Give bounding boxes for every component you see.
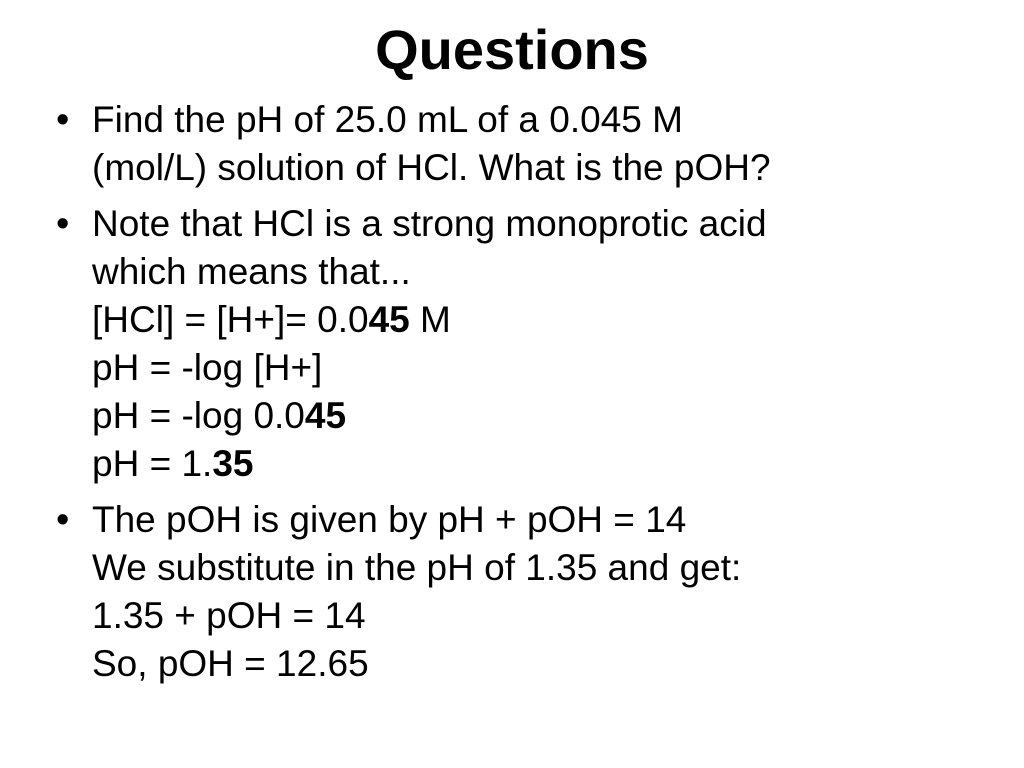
hcl-line-text: [HCl] = [H+]= 0.0 — [92, 299, 369, 340]
bullet-text-line: Note that HCl is a strong monoprotic acid — [92, 203, 767, 244]
result-line-bold-digits: 35 — [212, 443, 254, 484]
ph-formula-line: pH = -log [H+] — [92, 347, 323, 388]
hcl-line-unit: M — [409, 299, 451, 340]
hcl-concentration-line — [92, 296, 992, 344]
bullet-text-line: Find the pH of 25.0 mL of a 0.045 M — [92, 99, 683, 140]
log-line-bold-digits: 45 — [304, 395, 347, 436]
bullet-text-line: 1.35 + pOH = 14 — [92, 595, 366, 636]
ph-log-line — [92, 392, 992, 440]
ph-result-line — [92, 440, 992, 488]
bullet-item-poh-calculation — [52, 496, 992, 688]
log-line-text: pH = -log 0.0 — [92, 395, 305, 436]
bullet-text-line: So, pOH = 12.65 — [92, 643, 369, 684]
bullet-text-line: The pOH is given by pH + pOH = 14 — [92, 499, 687, 540]
bullet-item-question — [52, 96, 992, 192]
bullet-dot-icon: • — [56, 499, 70, 541]
slide-title: Questions — [375, 18, 649, 81]
bullet-dot-icon: • — [56, 203, 70, 245]
hcl-line-bold-digits: 45 — [368, 299, 410, 340]
bullet-dot-icon: • — [56, 99, 70, 141]
bullet-list — [52, 96, 992, 696]
result-line-text: pH = 1. — [92, 443, 213, 484]
bullet-item-ph-calculation — [52, 200, 992, 488]
bullet-text-line: which means that... — [92, 251, 411, 292]
bullet-text-line: We substitute in the pH of 1.35 and get: — [92, 547, 742, 588]
bullet-text-line: (mol/L) solution of HCl. What is the pOH? — [92, 147, 771, 188]
